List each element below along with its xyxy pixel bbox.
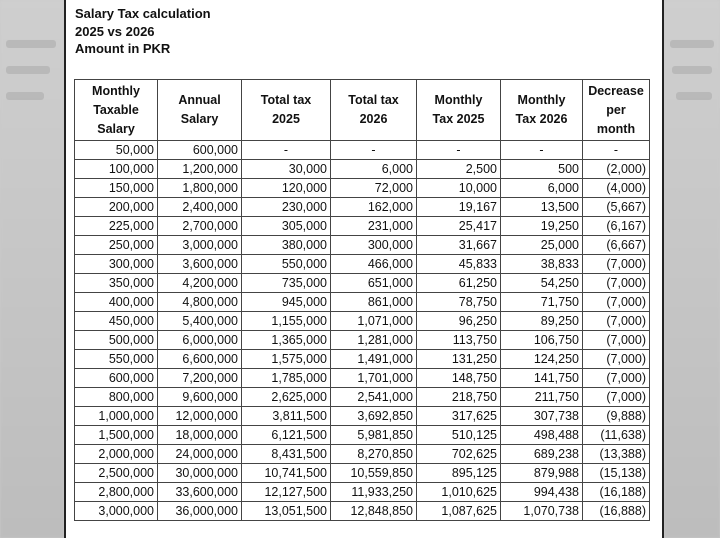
table-cell: 19,250 [501, 217, 583, 236]
table-cell: (7,000) [583, 331, 650, 350]
table-cell: 211,750 [501, 388, 583, 407]
table-cell: 5,981,850 [331, 426, 417, 445]
table-cell: 141,750 [501, 369, 583, 388]
table-cell: - [417, 141, 501, 160]
table-cell: 106,750 [501, 331, 583, 350]
table-cell: (4,000) [583, 179, 650, 198]
table-cell: 500 [501, 160, 583, 179]
table-cell: 3,000,000 [158, 236, 242, 255]
table-cell: 1,155,000 [242, 312, 331, 331]
table-cell: 6,600,000 [158, 350, 242, 369]
table-cell: - [583, 141, 650, 160]
table-cell: 36,000,000 [158, 502, 242, 521]
table-cell: 380,000 [242, 236, 331, 255]
table-cell: 2,400,000 [158, 198, 242, 217]
column-header-line: Tax 2025 [432, 112, 485, 126]
table-cell: 307,738 [501, 407, 583, 426]
table-cell: 3,811,500 [242, 407, 331, 426]
table-cell: 10,741,500 [242, 464, 331, 483]
table-cell: 148,750 [417, 369, 501, 388]
table-cell: 1,281,000 [331, 331, 417, 350]
table-cell: 71,750 [501, 293, 583, 312]
table-cell: 6,000,000 [158, 331, 242, 350]
table-cell: 735,000 [242, 274, 331, 293]
column-header-line: 2026 [359, 112, 388, 126]
table-header [75, 80, 650, 141]
table-cell: 25,417 [417, 217, 501, 236]
blurred-background-left [0, 0, 64, 538]
table-cell: 72,000 [331, 179, 417, 198]
table-cell: 3,600,000 [158, 255, 242, 274]
table-row [75, 255, 650, 274]
table-cell: 1,575,000 [242, 350, 331, 369]
table-cell: 895,125 [417, 464, 501, 483]
table-row [75, 331, 650, 350]
caption-title: Salary Tax calculation [75, 6, 211, 21]
table-cell: (13,388) [583, 445, 650, 464]
background-blur-mark [6, 40, 56, 48]
table-cell: (6,667) [583, 236, 650, 255]
table-cell: 450,000 [75, 312, 158, 331]
table-cell: 994,438 [501, 483, 583, 502]
table-cell: 550,000 [75, 350, 158, 369]
document-caption [75, 5, 211, 58]
table-cell: 1,491,000 [331, 350, 417, 369]
table-cell: - [501, 141, 583, 160]
table-cell: 45,833 [417, 255, 501, 274]
table-cell: 24,000,000 [158, 445, 242, 464]
column-header [417, 80, 501, 141]
table-cell: 510,125 [417, 426, 501, 445]
table-row [75, 217, 650, 236]
background-blur-mark [676, 92, 712, 100]
table-cell: - [331, 141, 417, 160]
background-blur-mark [6, 66, 50, 74]
table-cell: 1,000,000 [75, 407, 158, 426]
table-cell: 2,000,000 [75, 445, 158, 464]
table-cell: 12,127,500 [242, 483, 331, 502]
table-row [75, 312, 650, 331]
table-cell: 31,667 [417, 236, 501, 255]
salary-tax-table [74, 79, 650, 521]
table-cell: 800,000 [75, 388, 158, 407]
table-cell: 651,000 [331, 274, 417, 293]
table-cell: 11,933,250 [331, 483, 417, 502]
table-cell: 1,500,000 [75, 426, 158, 445]
table-cell: (15,138) [583, 464, 650, 483]
column-header-line: Taxable [93, 102, 139, 117]
table-cell: 30,000,000 [158, 464, 242, 483]
column-header-line: Decrease [588, 83, 644, 98]
table-cell: 10,000 [417, 179, 501, 198]
column-header-line: Salary [180, 112, 219, 126]
table-cell: 1,365,000 [242, 331, 331, 350]
table-cell: (16,188) [583, 483, 650, 502]
table-cell: 131,250 [417, 350, 501, 369]
table-cell: 218,750 [417, 388, 501, 407]
table-cell: 19,167 [417, 198, 501, 217]
table-cell: (9,888) [583, 407, 650, 426]
column-header-line: Total tax [348, 93, 399, 107]
table-cell: (16,888) [583, 502, 650, 521]
table-cell: 7,200,000 [158, 369, 242, 388]
column-header-line: Salary [97, 121, 135, 136]
table-cell: (5,667) [583, 198, 650, 217]
table-cell: 61,250 [417, 274, 501, 293]
table-cell: 2,500 [417, 160, 501, 179]
table-cell: 89,250 [501, 312, 583, 331]
column-header [501, 80, 583, 141]
table-cell: 120,000 [242, 179, 331, 198]
table-row [75, 445, 650, 464]
table-cell: (6,167) [583, 217, 650, 236]
column-header-line: Annual [178, 93, 221, 107]
header-row [75, 80, 650, 141]
table-cell: 1,701,000 [331, 369, 417, 388]
table-cell: 550,000 [242, 255, 331, 274]
table-cell: 1,010,625 [417, 483, 501, 502]
table-cell: (11,638) [583, 426, 650, 445]
table-cell: 8,270,850 [331, 445, 417, 464]
table-cell: 2,541,000 [331, 388, 417, 407]
table-cell: 6,000 [501, 179, 583, 198]
table-cell: 33,600,000 [158, 483, 242, 502]
table-row [75, 502, 650, 521]
table-cell: 200,000 [75, 198, 158, 217]
table-cell: 12,000,000 [158, 407, 242, 426]
table-cell: 305,000 [242, 217, 331, 236]
table-cell: 124,250 [501, 350, 583, 369]
table-cell: 12,848,850 [331, 502, 417, 521]
table-cell: - [242, 141, 331, 160]
table-cell: 5,400,000 [158, 312, 242, 331]
table-row [75, 464, 650, 483]
table-cell: 13,051,500 [242, 502, 331, 521]
background-blur-mark [672, 66, 712, 74]
column-header-line: Monthly [517, 93, 566, 107]
table-cell: 10,559,850 [331, 464, 417, 483]
table-cell: 500,000 [75, 331, 158, 350]
table-cell: 113,750 [417, 331, 501, 350]
column-header [583, 80, 650, 141]
table-cell: 50,000 [75, 141, 158, 160]
column-header-line: per [606, 102, 626, 117]
table-row [75, 293, 650, 312]
table-cell: 300,000 [75, 255, 158, 274]
table-body [75, 141, 650, 521]
table-cell: 702,625 [417, 445, 501, 464]
column-header-line: Monthly [434, 93, 483, 107]
table-cell: (7,000) [583, 350, 650, 369]
table-row [75, 388, 650, 407]
table-row [75, 198, 650, 217]
table-cell: 3,692,850 [331, 407, 417, 426]
table-cell: 1,071,000 [331, 312, 417, 331]
table-cell: 54,250 [501, 274, 583, 293]
table-cell: 230,000 [242, 198, 331, 217]
column-header-line: month [596, 121, 636, 136]
table-cell: 879,988 [501, 464, 583, 483]
column-header-line: Monthly [92, 83, 140, 98]
table-cell: 2,800,000 [75, 483, 158, 502]
table-cell: 300,000 [331, 236, 417, 255]
table-cell: 150,000 [75, 179, 158, 198]
table-row [75, 350, 650, 369]
column-header-line: Tax 2026 [515, 112, 568, 126]
table-cell: 600,000 [158, 141, 242, 160]
table-row [75, 407, 650, 426]
table-cell: 18,000,000 [158, 426, 242, 445]
table-cell: 1,200,000 [158, 160, 242, 179]
table-cell: 1,087,625 [417, 502, 501, 521]
column-header-line: Total tax [260, 93, 312, 107]
table-cell: (2,000) [583, 160, 650, 179]
table-cell: 1,785,000 [242, 369, 331, 388]
blurred-background-right [664, 0, 720, 538]
caption-years: 2025 vs 2026 [75, 23, 155, 39]
table-cell: 30,000 [242, 160, 331, 179]
table-cell: 689,238 [501, 445, 583, 464]
table-cell: 13,500 [501, 198, 583, 217]
table-cell: (7,000) [583, 312, 650, 331]
table-cell: 25,000 [501, 236, 583, 255]
table-cell: 2,625,000 [242, 388, 331, 407]
table-cell: (7,000) [583, 293, 650, 312]
column-header [242, 80, 331, 141]
table-cell: 4,200,000 [158, 274, 242, 293]
table-cell: 78,750 [417, 293, 501, 312]
table-cell: 317,625 [417, 407, 501, 426]
background-blur-mark [670, 40, 714, 48]
document-sheet [64, 0, 664, 538]
table-cell: 1,800,000 [158, 179, 242, 198]
table-cell: 945,000 [242, 293, 331, 312]
table-cell: 2,700,000 [158, 217, 242, 236]
table-cell: 162,000 [331, 198, 417, 217]
table-row [75, 160, 650, 179]
table-cell: 861,000 [331, 293, 417, 312]
table-row [75, 274, 650, 293]
table-cell: 4,800,000 [158, 293, 242, 312]
table-cell: 6,000 [331, 160, 417, 179]
column-header-line: 2025 [272, 112, 300, 126]
table-row [75, 369, 650, 388]
table-cell: 9,600,000 [158, 388, 242, 407]
table-cell: (7,000) [583, 274, 650, 293]
table-cell: 6,121,500 [242, 426, 331, 445]
table-cell: 498,488 [501, 426, 583, 445]
table-cell: 100,000 [75, 160, 158, 179]
column-header [75, 80, 158, 141]
table-cell: 225,000 [75, 217, 158, 236]
table-row [75, 141, 650, 160]
table-cell: 1,070,738 [501, 502, 583, 521]
table-cell: 8,431,500 [242, 445, 331, 464]
table-cell: 250,000 [75, 236, 158, 255]
background-blur-mark [6, 92, 44, 100]
column-header [331, 80, 417, 141]
table-cell: 2,500,000 [75, 464, 158, 483]
table-cell: (7,000) [583, 369, 650, 388]
table-cell: 3,000,000 [75, 502, 158, 521]
table-row [75, 236, 650, 255]
table-row [75, 483, 650, 502]
table-cell: (7,000) [583, 388, 650, 407]
table-row [75, 426, 650, 445]
table-cell: (7,000) [583, 255, 650, 274]
caption-currency: Amount in PKR [75, 41, 171, 56]
table-cell: 231,000 [331, 217, 417, 236]
table-cell: 400,000 [75, 293, 158, 312]
table-row [75, 179, 650, 198]
table-cell: 350,000 [75, 274, 158, 293]
table-cell: 38,833 [501, 255, 583, 274]
column-header [158, 80, 242, 141]
table-cell: 600,000 [75, 369, 158, 388]
table-cell: 466,000 [331, 255, 417, 274]
table-cell: 96,250 [417, 312, 501, 331]
